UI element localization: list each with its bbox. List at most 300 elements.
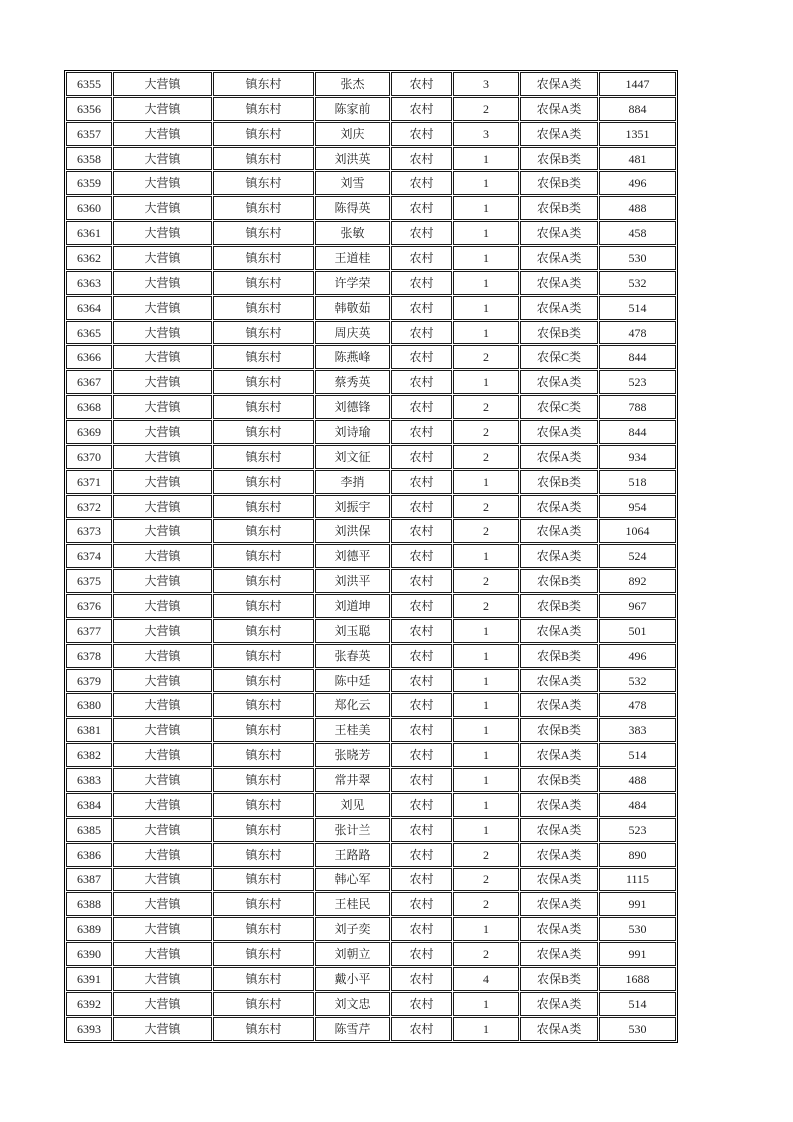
- table-row: [66, 793, 676, 817]
- cell-insurance-category: 农保C类: [520, 345, 598, 369]
- cell-residence-type: 农村: [391, 147, 452, 171]
- cell-amount: 892: [599, 569, 676, 593]
- cell-amount: 884: [599, 97, 676, 121]
- cell-insurance-category: 农保A类: [520, 843, 598, 867]
- cell-serial: 6384: [66, 793, 112, 817]
- cell-amount: 496: [599, 171, 676, 195]
- cell-name: 刘玉聪: [315, 619, 390, 643]
- cell-insurance-category: 农保A类: [520, 1017, 598, 1041]
- cell-residence-type: 农村: [391, 892, 452, 916]
- cell-amount: 532: [599, 669, 676, 693]
- cell-serial: 6389: [66, 917, 112, 941]
- cell-person-count: 1: [453, 171, 519, 195]
- table-row: [66, 693, 676, 717]
- cell-person-count: 1: [453, 793, 519, 817]
- cell-person-count: 3: [453, 122, 519, 146]
- cell-town: 大营镇: [113, 569, 212, 593]
- cell-town: 大营镇: [113, 495, 212, 519]
- cell-name: 常井翠: [315, 768, 390, 792]
- cell-village: 镇东村: [213, 569, 314, 593]
- cell-town: 大营镇: [113, 843, 212, 867]
- cell-residence-type: 农村: [391, 122, 452, 146]
- cell-serial: 6375: [66, 569, 112, 593]
- cell-name: 陈得英: [315, 196, 390, 220]
- cell-village: 镇东村: [213, 942, 314, 966]
- table-row: [66, 544, 676, 568]
- cell-insurance-category: 农保B类: [520, 470, 598, 494]
- cell-insurance-category: 农保B类: [520, 718, 598, 742]
- table-row: [66, 917, 676, 941]
- cell-amount: 530: [599, 917, 676, 941]
- cell-village: 镇东村: [213, 470, 314, 494]
- cell-insurance-category: 农保A类: [520, 122, 598, 146]
- cell-village: 镇东村: [213, 892, 314, 916]
- cell-residence-type: 农村: [391, 97, 452, 121]
- cell-insurance-category: 农保B类: [520, 967, 598, 991]
- cell-village: 镇东村: [213, 644, 314, 668]
- cell-village: 镇东村: [213, 992, 314, 1016]
- cell-amount: 890: [599, 843, 676, 867]
- cell-person-count: 1: [453, 470, 519, 494]
- cell-serial: 6359: [66, 171, 112, 195]
- cell-name: 陈雪芹: [315, 1017, 390, 1041]
- table-row: [66, 420, 676, 444]
- cell-person-count: 1: [453, 917, 519, 941]
- cell-insurance-category: 农保A类: [520, 296, 598, 320]
- cell-town: 大营镇: [113, 743, 212, 767]
- cell-person-count: 2: [453, 345, 519, 369]
- cell-residence-type: 农村: [391, 370, 452, 394]
- cell-name: 王道桂: [315, 246, 390, 270]
- cell-amount: 523: [599, 370, 676, 394]
- table-row: [66, 868, 676, 892]
- cell-village: 镇东村: [213, 669, 314, 693]
- cell-village: 镇东村: [213, 370, 314, 394]
- cell-insurance-category: 农保A类: [520, 917, 598, 941]
- cell-amount: 934: [599, 445, 676, 469]
- cell-residence-type: 农村: [391, 743, 452, 767]
- cell-person-count: 2: [453, 843, 519, 867]
- cell-person-count: 1: [453, 196, 519, 220]
- cell-person-count: 1: [453, 370, 519, 394]
- cell-village: 镇东村: [213, 693, 314, 717]
- table-row: [66, 743, 676, 767]
- cell-amount: 514: [599, 992, 676, 1016]
- cell-serial: 6370: [66, 445, 112, 469]
- cell-person-count: 2: [453, 569, 519, 593]
- cell-serial: 6360: [66, 196, 112, 220]
- table-row: [66, 395, 676, 419]
- cell-name: 许学荣: [315, 271, 390, 295]
- cell-town: 大营镇: [113, 196, 212, 220]
- cell-residence-type: 农村: [391, 221, 452, 245]
- cell-serial: 6378: [66, 644, 112, 668]
- cell-serial: 6392: [66, 992, 112, 1016]
- cell-name: 郑化云: [315, 693, 390, 717]
- cell-amount: 1115: [599, 868, 676, 892]
- cell-name: 刘文忠: [315, 992, 390, 1016]
- cell-village: 镇东村: [213, 420, 314, 444]
- cell-town: 大营镇: [113, 171, 212, 195]
- cell-village: 镇东村: [213, 544, 314, 568]
- table-row: [66, 644, 676, 668]
- cell-town: 大营镇: [113, 122, 212, 146]
- cell-amount: 1447: [599, 72, 676, 96]
- cell-person-count: 1: [453, 221, 519, 245]
- cell-insurance-category: 农保B类: [520, 594, 598, 618]
- table-row: [66, 470, 676, 494]
- cell-village: 镇东村: [213, 818, 314, 842]
- cell-serial: 6388: [66, 892, 112, 916]
- cell-person-count: 2: [453, 495, 519, 519]
- cell-amount: 532: [599, 271, 676, 295]
- cell-residence-type: 农村: [391, 296, 452, 320]
- cell-residence-type: 农村: [391, 669, 452, 693]
- table-row: [66, 296, 676, 320]
- cell-village: 镇东村: [213, 271, 314, 295]
- cell-town: 大营镇: [113, 147, 212, 171]
- cell-town: 大营镇: [113, 321, 212, 345]
- cell-name: 刘洪英: [315, 147, 390, 171]
- cell-serial: 6369: [66, 420, 112, 444]
- cell-person-count: 2: [453, 519, 519, 543]
- table-row: [66, 196, 676, 220]
- cell-residence-type: 农村: [391, 693, 452, 717]
- cell-village: 镇东村: [213, 768, 314, 792]
- cell-insurance-category: 农保A类: [520, 619, 598, 643]
- cell-village: 镇东村: [213, 395, 314, 419]
- cell-village: 镇东村: [213, 519, 314, 543]
- cell-person-count: 1: [453, 718, 519, 742]
- cell-insurance-category: 农保A类: [520, 818, 598, 842]
- cell-name: 刘见: [315, 793, 390, 817]
- table-row: [66, 1017, 676, 1041]
- cell-town: 大营镇: [113, 445, 212, 469]
- cell-village: 镇东村: [213, 97, 314, 121]
- cell-serial: 6390: [66, 942, 112, 966]
- cell-person-count: 3: [453, 72, 519, 96]
- cell-serial: 6358: [66, 147, 112, 171]
- cell-name: 戴小平: [315, 967, 390, 991]
- cell-name: 刘文征: [315, 445, 390, 469]
- cell-amount: 1351: [599, 122, 676, 146]
- cell-amount: 788: [599, 395, 676, 419]
- table-row: [66, 271, 676, 295]
- cell-name: 王桂美: [315, 718, 390, 742]
- cell-town: 大营镇: [113, 97, 212, 121]
- cell-amount: 488: [599, 768, 676, 792]
- cell-amount: 478: [599, 321, 676, 345]
- cell-residence-type: 农村: [391, 718, 452, 742]
- table-row: [66, 519, 676, 543]
- cell-town: 大营镇: [113, 868, 212, 892]
- insurance-roster-table: [64, 70, 678, 1043]
- cell-amount: 967: [599, 594, 676, 618]
- cell-serial: 6368: [66, 395, 112, 419]
- table-row: [66, 569, 676, 593]
- cell-village: 镇东村: [213, 743, 314, 767]
- cell-serial: 6393: [66, 1017, 112, 1041]
- cell-serial: 6381: [66, 718, 112, 742]
- cell-person-count: 2: [453, 942, 519, 966]
- cell-insurance-category: 农保A类: [520, 221, 598, 245]
- cell-insurance-category: 农保B类: [520, 196, 598, 220]
- cell-person-count: 2: [453, 868, 519, 892]
- cell-town: 大营镇: [113, 793, 212, 817]
- cell-insurance-category: 农保B类: [520, 321, 598, 345]
- cell-person-count: 1: [453, 693, 519, 717]
- cell-person-count: 1: [453, 644, 519, 668]
- cell-amount: 844: [599, 345, 676, 369]
- cell-amount: 1688: [599, 967, 676, 991]
- table-row: [66, 818, 676, 842]
- cell-name: 韩心军: [315, 868, 390, 892]
- cell-residence-type: 农村: [391, 768, 452, 792]
- cell-town: 大营镇: [113, 72, 212, 96]
- cell-insurance-category: 农保A类: [520, 868, 598, 892]
- cell-serial: 6371: [66, 470, 112, 494]
- cell-amount: 496: [599, 644, 676, 668]
- cell-name: 李捎: [315, 470, 390, 494]
- cell-name: 刘诗瑜: [315, 420, 390, 444]
- cell-village: 镇东村: [213, 171, 314, 195]
- cell-town: 大营镇: [113, 644, 212, 668]
- cell-amount: 530: [599, 1017, 676, 1041]
- table-row: [66, 72, 676, 96]
- cell-serial: 6374: [66, 544, 112, 568]
- cell-name: 张计兰: [315, 818, 390, 842]
- cell-residence-type: 农村: [391, 818, 452, 842]
- cell-insurance-category: 农保A类: [520, 246, 598, 270]
- cell-amount: 481: [599, 147, 676, 171]
- cell-town: 大营镇: [113, 892, 212, 916]
- cell-serial: 6391: [66, 967, 112, 991]
- cell-person-count: 2: [453, 420, 519, 444]
- cell-amount: 991: [599, 942, 676, 966]
- cell-village: 镇东村: [213, 445, 314, 469]
- cell-village: 镇东村: [213, 793, 314, 817]
- cell-town: 大营镇: [113, 768, 212, 792]
- cell-town: 大营镇: [113, 544, 212, 568]
- cell-name: 刘庆: [315, 122, 390, 146]
- cell-town: 大营镇: [113, 370, 212, 394]
- table-row: [66, 892, 676, 916]
- cell-person-count: 1: [453, 147, 519, 171]
- table-row: [66, 619, 676, 643]
- cell-serial: 6367: [66, 370, 112, 394]
- cell-amount: 954: [599, 495, 676, 519]
- cell-residence-type: 农村: [391, 793, 452, 817]
- table-row: [66, 669, 676, 693]
- cell-village: 镇东村: [213, 843, 314, 867]
- cell-person-count: 1: [453, 992, 519, 1016]
- cell-residence-type: 农村: [391, 644, 452, 668]
- cell-town: 大营镇: [113, 221, 212, 245]
- table-row: [66, 992, 676, 1016]
- cell-residence-type: 农村: [391, 445, 452, 469]
- cell-name: 蔡秀英: [315, 370, 390, 394]
- cell-person-count: 1: [453, 544, 519, 568]
- cell-amount: 530: [599, 246, 676, 270]
- cell-insurance-category: 农保A类: [520, 370, 598, 394]
- cell-amount: 844: [599, 420, 676, 444]
- cell-village: 镇东村: [213, 917, 314, 941]
- cell-amount: 458: [599, 221, 676, 245]
- cell-insurance-category: 农保A类: [520, 743, 598, 767]
- cell-amount: 484: [599, 793, 676, 817]
- cell-residence-type: 农村: [391, 917, 452, 941]
- cell-serial: 6363: [66, 271, 112, 295]
- cell-town: 大营镇: [113, 718, 212, 742]
- cell-name: 王桂民: [315, 892, 390, 916]
- cell-serial: 6377: [66, 619, 112, 643]
- cell-insurance-category: 农保A类: [520, 97, 598, 121]
- cell-name: 刘道坤: [315, 594, 390, 618]
- cell-residence-type: 农村: [391, 470, 452, 494]
- cell-name: 张敏: [315, 221, 390, 245]
- cell-residence-type: 农村: [391, 967, 452, 991]
- cell-village: 镇东村: [213, 495, 314, 519]
- cell-insurance-category: 农保A类: [520, 693, 598, 717]
- cell-town: 大营镇: [113, 992, 212, 1016]
- cell-residence-type: 农村: [391, 868, 452, 892]
- cell-town: 大营镇: [113, 246, 212, 270]
- table-row: [66, 221, 676, 245]
- cell-person-count: 1: [453, 271, 519, 295]
- cell-name: 刘振宇: [315, 495, 390, 519]
- cell-residence-type: 农村: [391, 619, 452, 643]
- cell-person-count: 1: [453, 321, 519, 345]
- cell-serial: 6365: [66, 321, 112, 345]
- table-row: [66, 768, 676, 792]
- cell-serial: 6355: [66, 72, 112, 96]
- cell-town: 大营镇: [113, 420, 212, 444]
- cell-village: 镇东村: [213, 1017, 314, 1041]
- cell-person-count: 2: [453, 445, 519, 469]
- cell-serial: 6362: [66, 246, 112, 270]
- cell-insurance-category: 农保A类: [520, 420, 598, 444]
- cell-insurance-category: 农保A类: [520, 519, 598, 543]
- cell-town: 大营镇: [113, 967, 212, 991]
- cell-insurance-category: 农保A类: [520, 544, 598, 568]
- cell-residence-type: 农村: [391, 271, 452, 295]
- cell-town: 大营镇: [113, 669, 212, 693]
- cell-amount: 524: [599, 544, 676, 568]
- cell-amount: 991: [599, 892, 676, 916]
- cell-person-count: 2: [453, 892, 519, 916]
- cell-residence-type: 农村: [391, 420, 452, 444]
- cell-person-count: 1: [453, 743, 519, 767]
- cell-name: 刘德平: [315, 544, 390, 568]
- cell-serial: 6386: [66, 843, 112, 867]
- cell-residence-type: 农村: [391, 395, 452, 419]
- cell-amount: 523: [599, 818, 676, 842]
- cell-insurance-category: 农保A类: [520, 445, 598, 469]
- cell-insurance-category: 农保A类: [520, 669, 598, 693]
- cell-name: 刘德锋: [315, 395, 390, 419]
- cell-person-count: 4: [453, 967, 519, 991]
- cell-residence-type: 农村: [391, 544, 452, 568]
- cell-name: 刘雪: [315, 171, 390, 195]
- cell-residence-type: 农村: [391, 171, 452, 195]
- cell-town: 大营镇: [113, 917, 212, 941]
- cell-serial: 6361: [66, 221, 112, 245]
- cell-name: 张杰: [315, 72, 390, 96]
- table-row: [66, 345, 676, 369]
- cell-amount: 1064: [599, 519, 676, 543]
- cell-village: 镇东村: [213, 718, 314, 742]
- cell-insurance-category: 农保A类: [520, 271, 598, 295]
- cell-town: 大营镇: [113, 594, 212, 618]
- cell-name: 刘子奕: [315, 917, 390, 941]
- cell-amount: 514: [599, 296, 676, 320]
- cell-name: 张春英: [315, 644, 390, 668]
- table-row: [66, 718, 676, 742]
- cell-residence-type: 农村: [391, 942, 452, 966]
- table-body: [66, 72, 676, 1041]
- cell-name: 周庆英: [315, 321, 390, 345]
- cell-insurance-category: 农保A类: [520, 942, 598, 966]
- cell-town: 大营镇: [113, 470, 212, 494]
- cell-insurance-category: 农保A类: [520, 495, 598, 519]
- cell-village: 镇东村: [213, 221, 314, 245]
- cell-serial: 6373: [66, 519, 112, 543]
- table-row: [66, 594, 676, 618]
- cell-serial: 6364: [66, 296, 112, 320]
- cell-serial: 6387: [66, 868, 112, 892]
- cell-serial: 6372: [66, 495, 112, 519]
- cell-insurance-category: 农保C类: [520, 395, 598, 419]
- cell-residence-type: 农村: [391, 843, 452, 867]
- table-row: [66, 171, 676, 195]
- table-row: [66, 445, 676, 469]
- cell-town: 大营镇: [113, 519, 212, 543]
- cell-village: 镇东村: [213, 122, 314, 146]
- cell-serial: 6366: [66, 345, 112, 369]
- cell-residence-type: 农村: [391, 321, 452, 345]
- cell-insurance-category: 农保A类: [520, 72, 598, 96]
- cell-person-count: 1: [453, 619, 519, 643]
- cell-person-count: 1: [453, 818, 519, 842]
- table-row: [66, 370, 676, 394]
- cell-person-count: 1: [453, 296, 519, 320]
- cell-insurance-category: 农保B类: [520, 171, 598, 195]
- cell-name: 刘朝立: [315, 942, 390, 966]
- cell-residence-type: 农村: [391, 345, 452, 369]
- cell-name: 陈中廷: [315, 669, 390, 693]
- cell-person-count: 2: [453, 594, 519, 618]
- cell-village: 镇东村: [213, 246, 314, 270]
- cell-amount: 478: [599, 693, 676, 717]
- cell-serial: 6376: [66, 594, 112, 618]
- table-row: [66, 97, 676, 121]
- table-row: [66, 942, 676, 966]
- cell-person-count: 1: [453, 246, 519, 270]
- cell-person-count: 2: [453, 97, 519, 121]
- cell-village: 镇东村: [213, 345, 314, 369]
- table-row: [66, 321, 676, 345]
- cell-serial: 6380: [66, 693, 112, 717]
- cell-serial: 6357: [66, 122, 112, 146]
- cell-serial: 6379: [66, 669, 112, 693]
- cell-residence-type: 农村: [391, 519, 452, 543]
- cell-name: 刘洪保: [315, 519, 390, 543]
- cell-serial: 6385: [66, 818, 112, 842]
- table-row: [66, 246, 676, 270]
- cell-amount: 501: [599, 619, 676, 643]
- cell-town: 大营镇: [113, 619, 212, 643]
- cell-residence-type: 农村: [391, 569, 452, 593]
